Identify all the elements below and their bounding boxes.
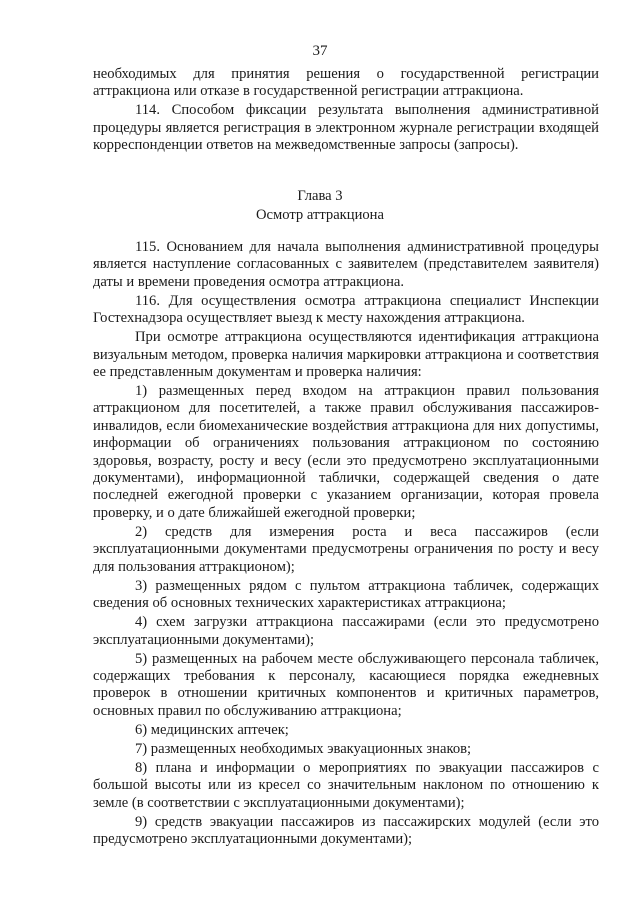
- chapter-title: Осмотр аттракциона: [256, 207, 384, 223]
- list-item-2: 2) средств для измерения роста и веса пассажиров (если эксплуатационными документами предусмотрены ограничения по росту и весу для пользования аттракционом);: [93, 523, 599, 575]
- list-item-8: 8) плана и информации о мероприятиях по эвакуации пассажиров с большой высоты или из кресел со значительным наклоном по отношению к земле (в соответствии с эксплуатационными документами);: [93, 759, 599, 811]
- paragraph-continuation: необходимых для принятия решения о государственной регистрации аттракциона или отказе в государственной регистрации аттракциона.: [93, 66, 599, 100]
- page-number: 37: [312, 43, 328, 59]
- chapter-label: Глава 3: [297, 188, 343, 204]
- list-item-5: 5) размещенных на рабочем месте обслуживающего персонала табличек, содержащих требования к персоналу, касающиеся порядка ежедневных проверок в отношении критичных компонентов и критичных параметров, основных правил по обслуживанию аттракциона;: [93, 650, 599, 719]
- chapter-body: [93, 239, 599, 850]
- paragraph-114: 114. Способом фиксации результата выполнения административной процедуры является регистрация в электронном журнале регистрации входящей корреспонденции ответов на межведомственные запросы (запросы).: [93, 102, 599, 154]
- list-item-4: 4) схем загрузки аттракциона пассажирами (если это предусмотрено эксплуатационными документами);: [93, 614, 599, 648]
- paragraph-inspection-intro: При осмотре аттракциона осуществляются идентификация аттракциона визуальным методом, проверка наличия маркировки аттракциона и соответствия ее представленным документам и проверка наличия:: [93, 329, 599, 381]
- list-item-1: 1) размещенных перед входом на аттракцион правил пользования аттракционом для посетителей, а также правил обслуживания пассажиров-инвалидов, если биомеханические воздействия аттракциона для них допустимы, информации об ограничениях пользования аттракционом по состоянию здоровья, возрасту, росту и весу (если это предусмотрено эксплуатационными документами), информационной таблички, содержащей сведения о дате последней ежегодной проверки с указанием организации, которая провела проверку, и о дате ближайшей ежегодной проверки;: [93, 383, 599, 521]
- list-item-6: 6) медицинских аптечек;: [135, 721, 289, 738]
- list-item-3: 3) размещенных рядом с пультом аттракциона табличек, содержащих сведения об основных технических характеристиках аттракциона;: [93, 577, 599, 612]
- paragraph-115: 115. Основанием для начала выполнения административной процедуры является наступление согласованных с заявителем (представителем заявителя) даты и времени проведения осмотра аттракциона.: [93, 239, 599, 290]
- list-item-9: 9) средств эвакуации пассажиров из пассажирских модулей (если это предусмотрено эксплуатационными документами);: [93, 813, 599, 847]
- list-item-7: 7) размещенных необходимых эвакуационных знаков;: [135, 740, 472, 757]
- intro-text: [93, 66, 599, 156]
- paragraph-116: 116. Для осуществления осмотра аттракциона специалист Инспекции Гостехнадзора осуществляет выезд к месту нахождения аттракциона.: [93, 292, 599, 327]
